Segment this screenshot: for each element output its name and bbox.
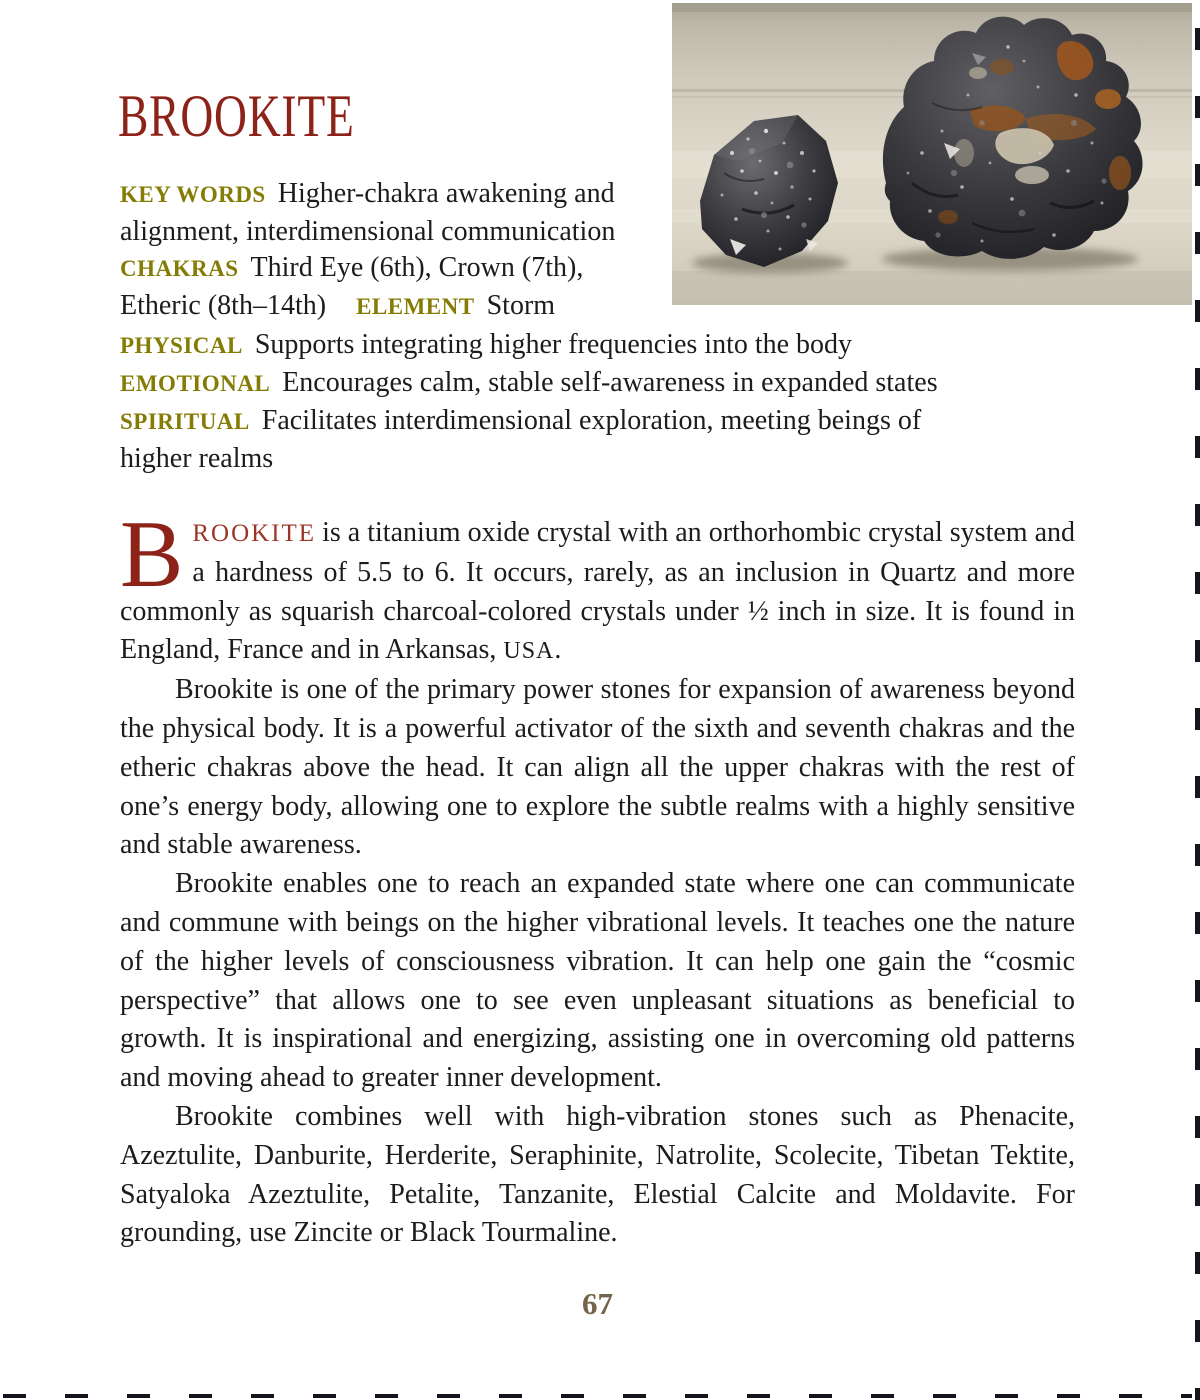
paragraph-2: Brookite is one of the primary power stones for expansion of awareness beyond the physical body. It is a powerful activator of the sixth and seventh chakras and the etheric chakras above the head. It can align all the upper chakras with the rest of one’s energy body, allowing one to explore the subtle realms with a highly sensitive and stable awareness. — [120, 674, 1075, 861]
physical-label: PHYSICAL — [120, 333, 243, 358]
emotional-text: Encourages calm, stable self-awareness in expanded states — [282, 367, 938, 398]
page-title: BROOKITE — [118, 83, 355, 149]
right-edge-marks — [1195, 28, 1200, 1400]
paragraph-1 — [120, 501, 1075, 671]
emotional-row — [120, 364, 955, 402]
chakras-text: Third Eye (6th), Crown (7th), Etheric (8th–14th) — [120, 252, 584, 321]
spiritual-text: Facilitates interdimensional exploration, meeting beings of higher realms — [120, 405, 922, 474]
physical-text: Supports integrating higher frequencies into the body — [254, 329, 853, 360]
usa-smallcaps: USA — [503, 638, 555, 665]
keywords-row — [120, 176, 665, 250]
attributes-wide-block — [120, 326, 955, 477]
brookite-photo-graphic — [672, 3, 1192, 305]
emotional-label: EMOTIONAL — [120, 371, 271, 396]
element-label: ELEMENT — [356, 293, 475, 319]
bottom-edge-marks — [3, 1394, 1192, 1398]
drop-cap: B — [120, 501, 184, 607]
paragraph-1-end: . — [554, 634, 562, 666]
spiritual-label: SPIRITUAL — [120, 409, 250, 434]
chakras-label: CHAKRAS — [120, 256, 239, 281]
brookite-photo — [672, 3, 1192, 305]
physical-row — [120, 326, 955, 364]
body-text — [120, 501, 1075, 1253]
page-number: 67 — [582, 1286, 613, 1321]
paragraph-4: Brookite combines well with high-vibration stones such as Phenacite, Azeztulite, Danburite, Herderite, Seraphinite, Natrolite, Scolecite, Tibetan Tektite, Satyaloka Azeztulite, Petalite, Tanzanite, Elestial Calcite and Moldavite. For grounding, use Zincite or Black Tourmaline. — [120, 1100, 1075, 1249]
element-text: Storm — [486, 289, 556, 321]
spiritual-row — [120, 402, 955, 477]
paragraph-1-text: is a titanium oxide crystal with an orthorhombic crystal system and a hardness of 5.5 to 6. It occurs, rarely, as an inclusion in Quartz and more commonly as squarish charcoal-colored crystals under ½ inch in size. It is found in England, France and in Arkansas, — [120, 517, 1075, 666]
lead-smallcaps: ROOKITE — [192, 520, 317, 547]
paragraph-3: Brookite enables one to reach an expanded state where one can communicate and commune with beings on the higher vibrational levels. It teaches one the nature of the higher levels of consciousness vibration. It can help one gain the “cosmic perspective” that allows one to see even unpleasant situations as beneficial to growth. It is inspirational and energizing, assisting one in overcoming old patterns and moving ahead to greater inner development. — [120, 868, 1075, 1094]
attributes-narrow-block — [120, 176, 665, 325]
keywords-text: Higher-chakra awakening and alignment, interdimensional communication — [120, 178, 616, 247]
chakras-row — [120, 250, 665, 325]
keywords-label: KEY WORDS — [120, 182, 266, 207]
